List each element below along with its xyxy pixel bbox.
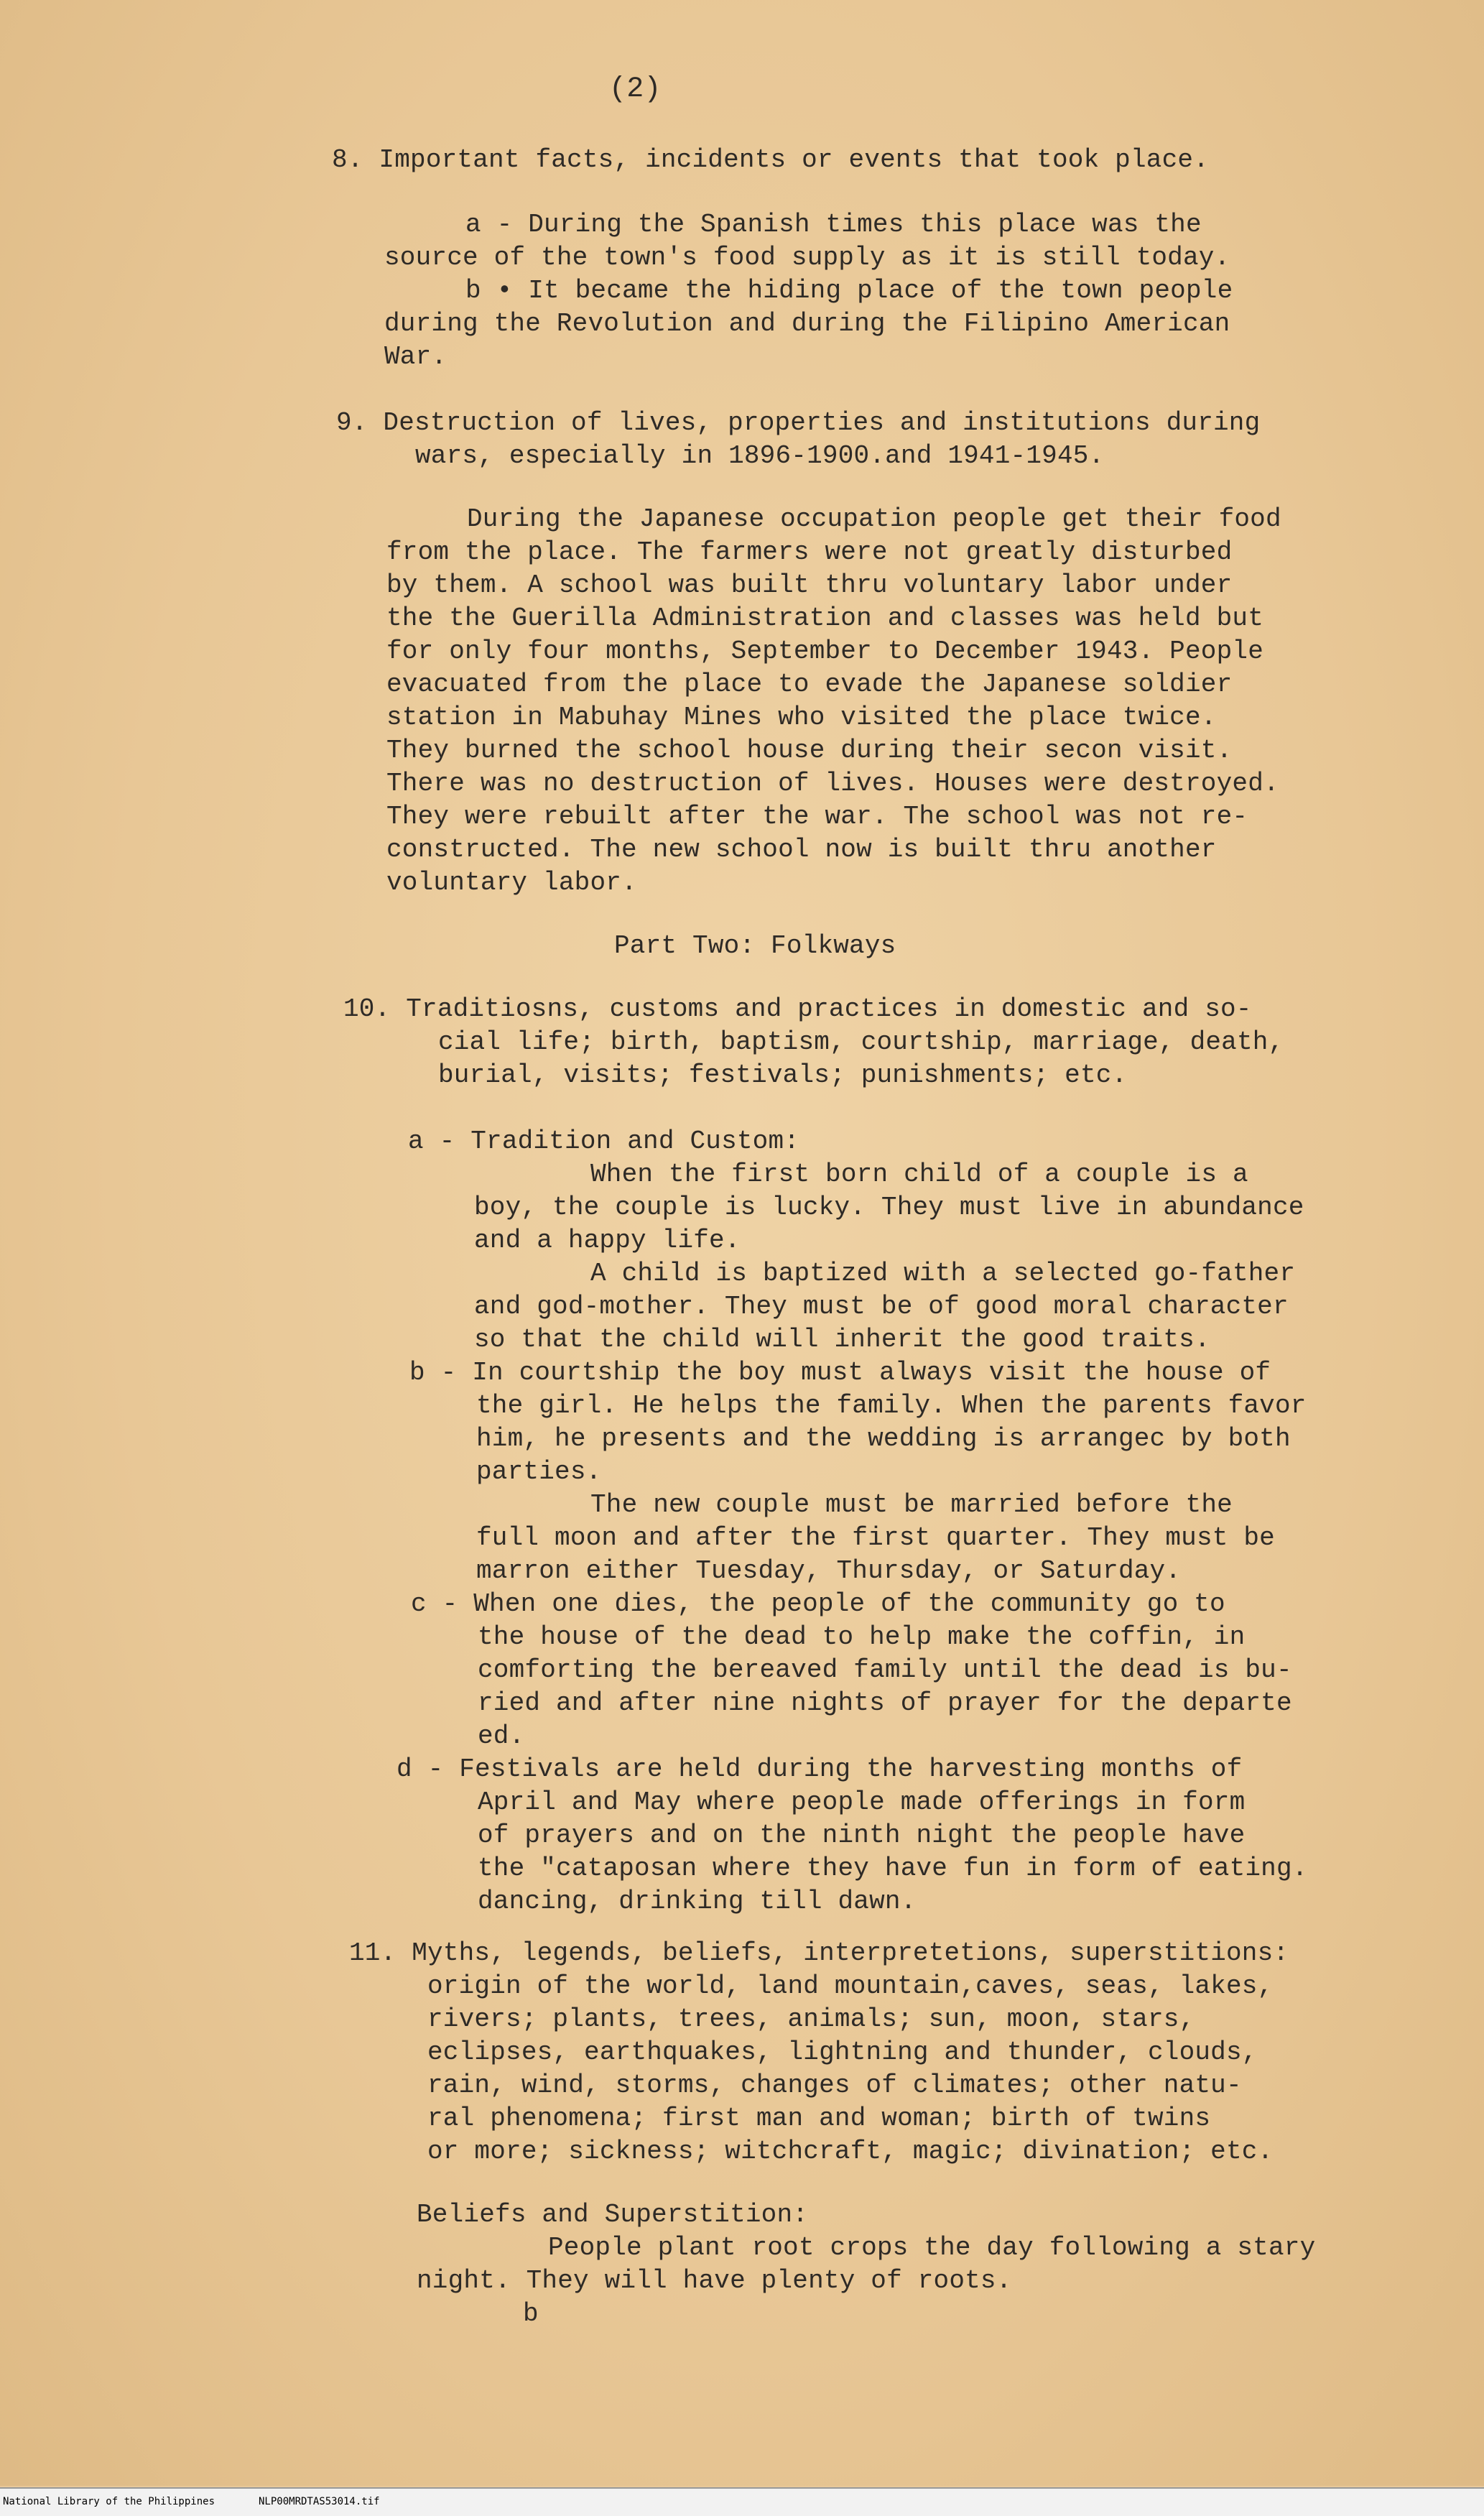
text-line: There was no destruction of lives. Houses were destroyed.: [386, 769, 1279, 798]
text-line: b - In courtship the boy must always visit the house of: [409, 1358, 1271, 1387]
text-line: dancing, drinking till dawn.: [478, 1887, 917, 1916]
text-line: evacuated from the place to evade the Japanese soldier: [386, 670, 1233, 699]
text-line: him, he presents and the wedding is arrangec by both: [476, 1424, 1291, 1453]
text-line: from the place. The farmers were not greatly disturbed: [386, 537, 1233, 567]
text-line: rain, wind, storms, changes of climates; other natu-: [427, 2071, 1242, 2100]
text-line: d - Festivals are held during the harvesting months of: [396, 1754, 1243, 1784]
text-line: War.: [384, 342, 447, 371]
text-line: parties.: [476, 1457, 602, 1486]
item-9-heading: 9. Destruction of lives, properties and institutions during: [336, 408, 1261, 438]
text-line: burial, visits; festivals; punishments; etc.: [438, 1060, 1128, 1090]
text-line: source of the town's food supply as it is still today.: [384, 243, 1230, 272]
page-number: (2): [609, 73, 662, 106]
text-line: constructed. The new school now is built thru another: [386, 835, 1217, 864]
text-line: night. They will have plenty of roots.: [417, 2266, 1012, 2295]
text-line: They burned the school house during their secon visit.: [386, 736, 1233, 765]
text-line: for only four months, September to December 1943. People: [386, 637, 1263, 666]
text-line: voluntary labor.: [386, 868, 637, 897]
text-line: ral phenomena; first man and woman; birth of twins: [427, 2104, 1211, 2133]
text-line: full moon and after the first quarter. They must be: [476, 1523, 1275, 1553]
text-line: ried and after nine nights of prayer for the departe: [478, 1688, 1292, 1718]
text-line: When the first born child of a couple is a: [590, 1160, 1248, 1189]
text-line: b: [523, 2299, 539, 2328]
text-line: the girl. He helps the family. When the parents favor: [476, 1391, 1307, 1420]
text-line: the house of the dead to help make the coffin, in: [478, 1622, 1246, 1652]
text-line: the "cataposan where they have fun in form of eating.: [478, 1854, 1308, 1883]
text-line: by them. A school was built thru voluntary labor under: [386, 570, 1233, 600]
section-heading: Part Two: Folkways: [614, 931, 896, 961]
subheading: Beliefs and Superstition:: [417, 2200, 809, 2229]
item-11-heading: 11. Myths, legends, beliefs, interpretetions, superstitions:: [349, 1938, 1289, 1968]
text-line: eclipses, earthquakes, lightning and thunder, clouds,: [427, 2038, 1258, 2067]
text-line: boy, the couple is lucky. They must live in abundance: [474, 1193, 1304, 1222]
text-line: so that the child will inherit the good traits.: [474, 1325, 1210, 1354]
text-line: and god-mother. They must be of good moral character: [474, 1292, 1289, 1321]
text-line: origin of the world, land mountain,caves, seas, lakes,: [427, 1971, 1274, 2001]
text-line: comforting the bereaved family until the dead is bu-: [478, 1655, 1292, 1685]
scan-footer: [0, 2487, 1484, 2516]
text-line: marron either Tuesday, Thursday, or Saturday.: [476, 1556, 1182, 1586]
text-line: wars, especially in 1896-1900.and 1941-1945.: [415, 441, 1105, 471]
text-line: station in Mabuhay Mines who visited the place twice.: [386, 703, 1217, 732]
item-8-heading: 8. Important facts, incidents or events that took place.: [332, 145, 1209, 175]
text-line: of prayers and on the ninth night the people have: [478, 1821, 1246, 1850]
text-line: the the Guerilla Administration and classes was held but: [386, 603, 1263, 633]
text-line: or more; sickness; witchcraft, magic; divination; etc.: [427, 2137, 1274, 2166]
text-line: during the Revolution and during the Filipino American: [384, 309, 1230, 338]
text-line: rivers; plants, trees, animals; sun, moon, stars,: [427, 2004, 1195, 2034]
item-10-heading: 10. Traditiosns, customs and practices in domestic and so-: [343, 994, 1252, 1024]
subheading: a - Tradition and Custom:: [408, 1127, 800, 1156]
footer-library: National Library of the Philippines: [3, 2496, 215, 2507]
text-line: During the Japanese occupation people get their food: [467, 504, 1281, 534]
text-line: a - During the Spanish times this place was the: [465, 210, 1202, 239]
text-line: b • It became the hiding place of the town people: [465, 276, 1233, 305]
text-line: A child is baptized with a selected go-father: [590, 1259, 1296, 1288]
text-line: People plant root crops the day following a stary: [548, 2233, 1316, 2262]
text-line: c - When one dies, the people of the community go to: [411, 1589, 1225, 1619]
text-line: ed.: [478, 1721, 525, 1751]
text-line: April and May where people made offerings in form: [478, 1787, 1246, 1817]
text-line: They were rebuilt after the war. The school was not re-: [386, 802, 1248, 831]
text-line: The new couple must be married before the: [590, 1490, 1233, 1520]
text-line: and a happy life.: [474, 1226, 741, 1255]
footer-filename: NLP00MRDTAS53014.tif: [259, 2496, 380, 2507]
text-line: cial life; birth, baptism, courtship, marriage, death,: [438, 1027, 1284, 1057]
